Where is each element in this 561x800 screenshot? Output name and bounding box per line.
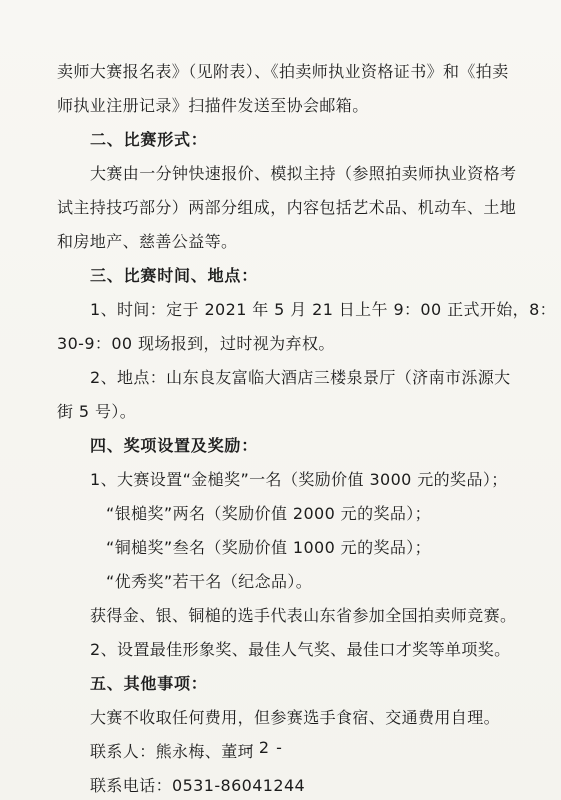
text-line: “铜槌奖”叁名（奖励价值 1000 元的奖品）；	[106, 538, 432, 557]
text-line: 2、地点：山东良友富临大酒店三楼泉景厅（济南市泺源大	[90, 368, 511, 387]
text-line: 试主持技巧部分）两部分组成，内容包括艺术品、机动车、土地	[57, 198, 517, 217]
text-line: 获得金、银、铜槌的选手代表山东省参加全国拍卖师竞赛。	[90, 606, 517, 625]
text-line: 30-9：00 现场报到，过时视为弃权。	[57, 334, 335, 353]
text-line: 和房地产、慈善公益等。	[57, 232, 238, 251]
text-line: 大赛由一分钟快速报价、模拟主持（参照拍卖师执业资格考	[90, 164, 517, 183]
text-line: 联系电话：0531-86041244	[90, 776, 306, 795]
text-line: 联系人：熊永梅、董珂	[90, 742, 255, 761]
text-line: “优秀奖”若干名（纪念品）。	[106, 572, 313, 591]
text-line: 2、设置最佳形象奖、最佳人气奖、最佳口才奖等单项奖。	[90, 640, 511, 659]
section-heading: 二、比赛形式：	[90, 130, 208, 149]
text-line: 卖师大赛报名表》（见附表）、《拍卖师执业资格证书》和《拍卖	[57, 62, 509, 81]
text-line: “银槌奖”两名（奖励价值 2000 元的奖品）；	[106, 504, 432, 523]
section-heading: 五、其他事项：	[90, 674, 208, 693]
text-line: 1、时间：定于 2021 年 5 月 21 日上午 9：00 正式开始，8：	[90, 300, 557, 319]
text-line: 大赛不收取任何费用，但参赛选手食宿、交通费用自理。	[90, 708, 501, 727]
section-heading: 三、比赛时间、地点：	[90, 266, 259, 285]
text-line: 街 5 号）。	[57, 402, 137, 421]
section-heading: 四、奖项设置及奖励：	[90, 436, 259, 455]
text-line: 师执业注册记录》扫描件发送至协会邮箱。	[57, 96, 369, 115]
text-line: 1、大赛设置“金槌奖”一名（奖励价值 3000 元的奖品）；	[90, 470, 508, 489]
page-number: - 2 -	[246, 738, 283, 757]
